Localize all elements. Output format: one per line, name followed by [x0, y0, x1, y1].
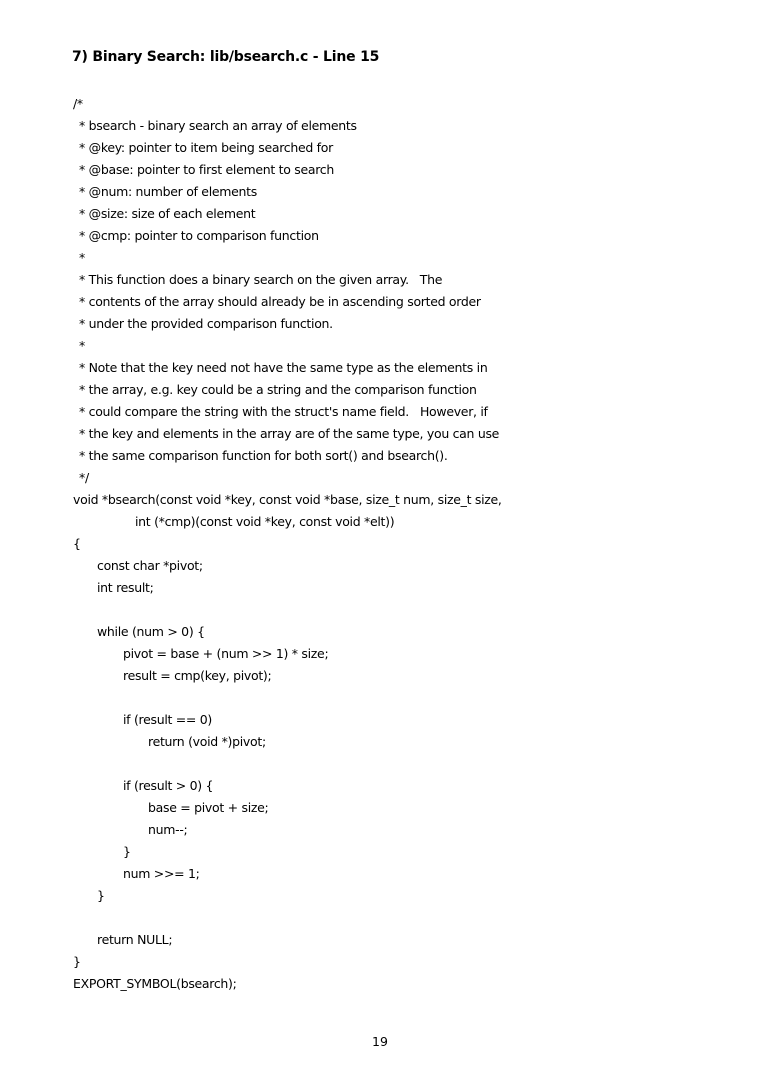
code-line: const char *pivot;	[97, 558, 203, 573]
code-line: base = pivot + size;	[148, 800, 269, 815]
code-line: * @size: size of each element	[79, 206, 256, 221]
section-heading: 7) Binary Search: lib/bsearch.c - Line 15	[72, 49, 380, 65]
code-line: * @cmp: pointer to comparison function	[79, 228, 319, 243]
code-line: }	[97, 888, 105, 903]
code-line: void *bsearch(const void *key, const void *base, size_t num, size_t size,	[73, 492, 502, 507]
code-line: if (result > 0) {	[123, 778, 214, 793]
code-line: *	[79, 338, 85, 353]
code-line: */	[79, 470, 89, 485]
code-line: int result;	[97, 580, 154, 595]
code-line: * could compare the string with the struct's name field. However, if	[79, 404, 488, 419]
code-line: * under the provided comparison function.	[79, 316, 333, 331]
code-line: return (void *)pivot;	[148, 734, 266, 749]
code-line: int (*cmp)(const void *key, const void *elt))	[135, 514, 395, 529]
code-line: pivot = base + (num >> 1) * size;	[123, 646, 329, 661]
page-number: 19	[372, 1034, 388, 1049]
code-line: }	[123, 844, 131, 859]
code-line	[73, 687, 502, 709]
code-line: {	[73, 536, 81, 551]
code-line	[73, 907, 502, 929]
code-line: return NULL;	[97, 932, 173, 947]
code-line	[73, 753, 502, 775]
code-line: * bsearch - binary search an array of elements	[79, 118, 357, 133]
code-line: EXPORT_SYMBOL(bsearch);	[73, 976, 237, 991]
code-line: * @key: pointer to item being searched for	[79, 140, 333, 155]
code-line	[73, 599, 502, 621]
code-listing	[73, 93, 502, 995]
code-line: * This function does a binary search on the given array. The	[79, 272, 443, 287]
code-line: * the same comparison function for both sort() and bsearch().	[79, 448, 448, 463]
code-line: * contents of the array should already be in ascending sorted order	[79, 294, 481, 309]
code-line: * @num: number of elements	[79, 184, 257, 199]
code-line: * @base: pointer to first element to search	[79, 162, 334, 177]
code-line: /*	[73, 96, 83, 111]
code-line: num >>= 1;	[123, 866, 200, 881]
code-line: num--;	[148, 822, 188, 837]
code-line: * the key and elements in the array are of the same type, you can use	[79, 426, 500, 441]
code-line: }	[73, 954, 81, 969]
code-line: * the array, e.g. key could be a string and the comparison function	[79, 382, 477, 397]
code-line: while (num > 0) {	[97, 624, 205, 639]
code-line: result = cmp(key, pivot);	[123, 668, 272, 683]
code-line: if (result == 0)	[123, 712, 213, 727]
code-line: * Note that the key need not have the same type as the elements in	[79, 360, 488, 375]
code-line: *	[79, 250, 85, 265]
